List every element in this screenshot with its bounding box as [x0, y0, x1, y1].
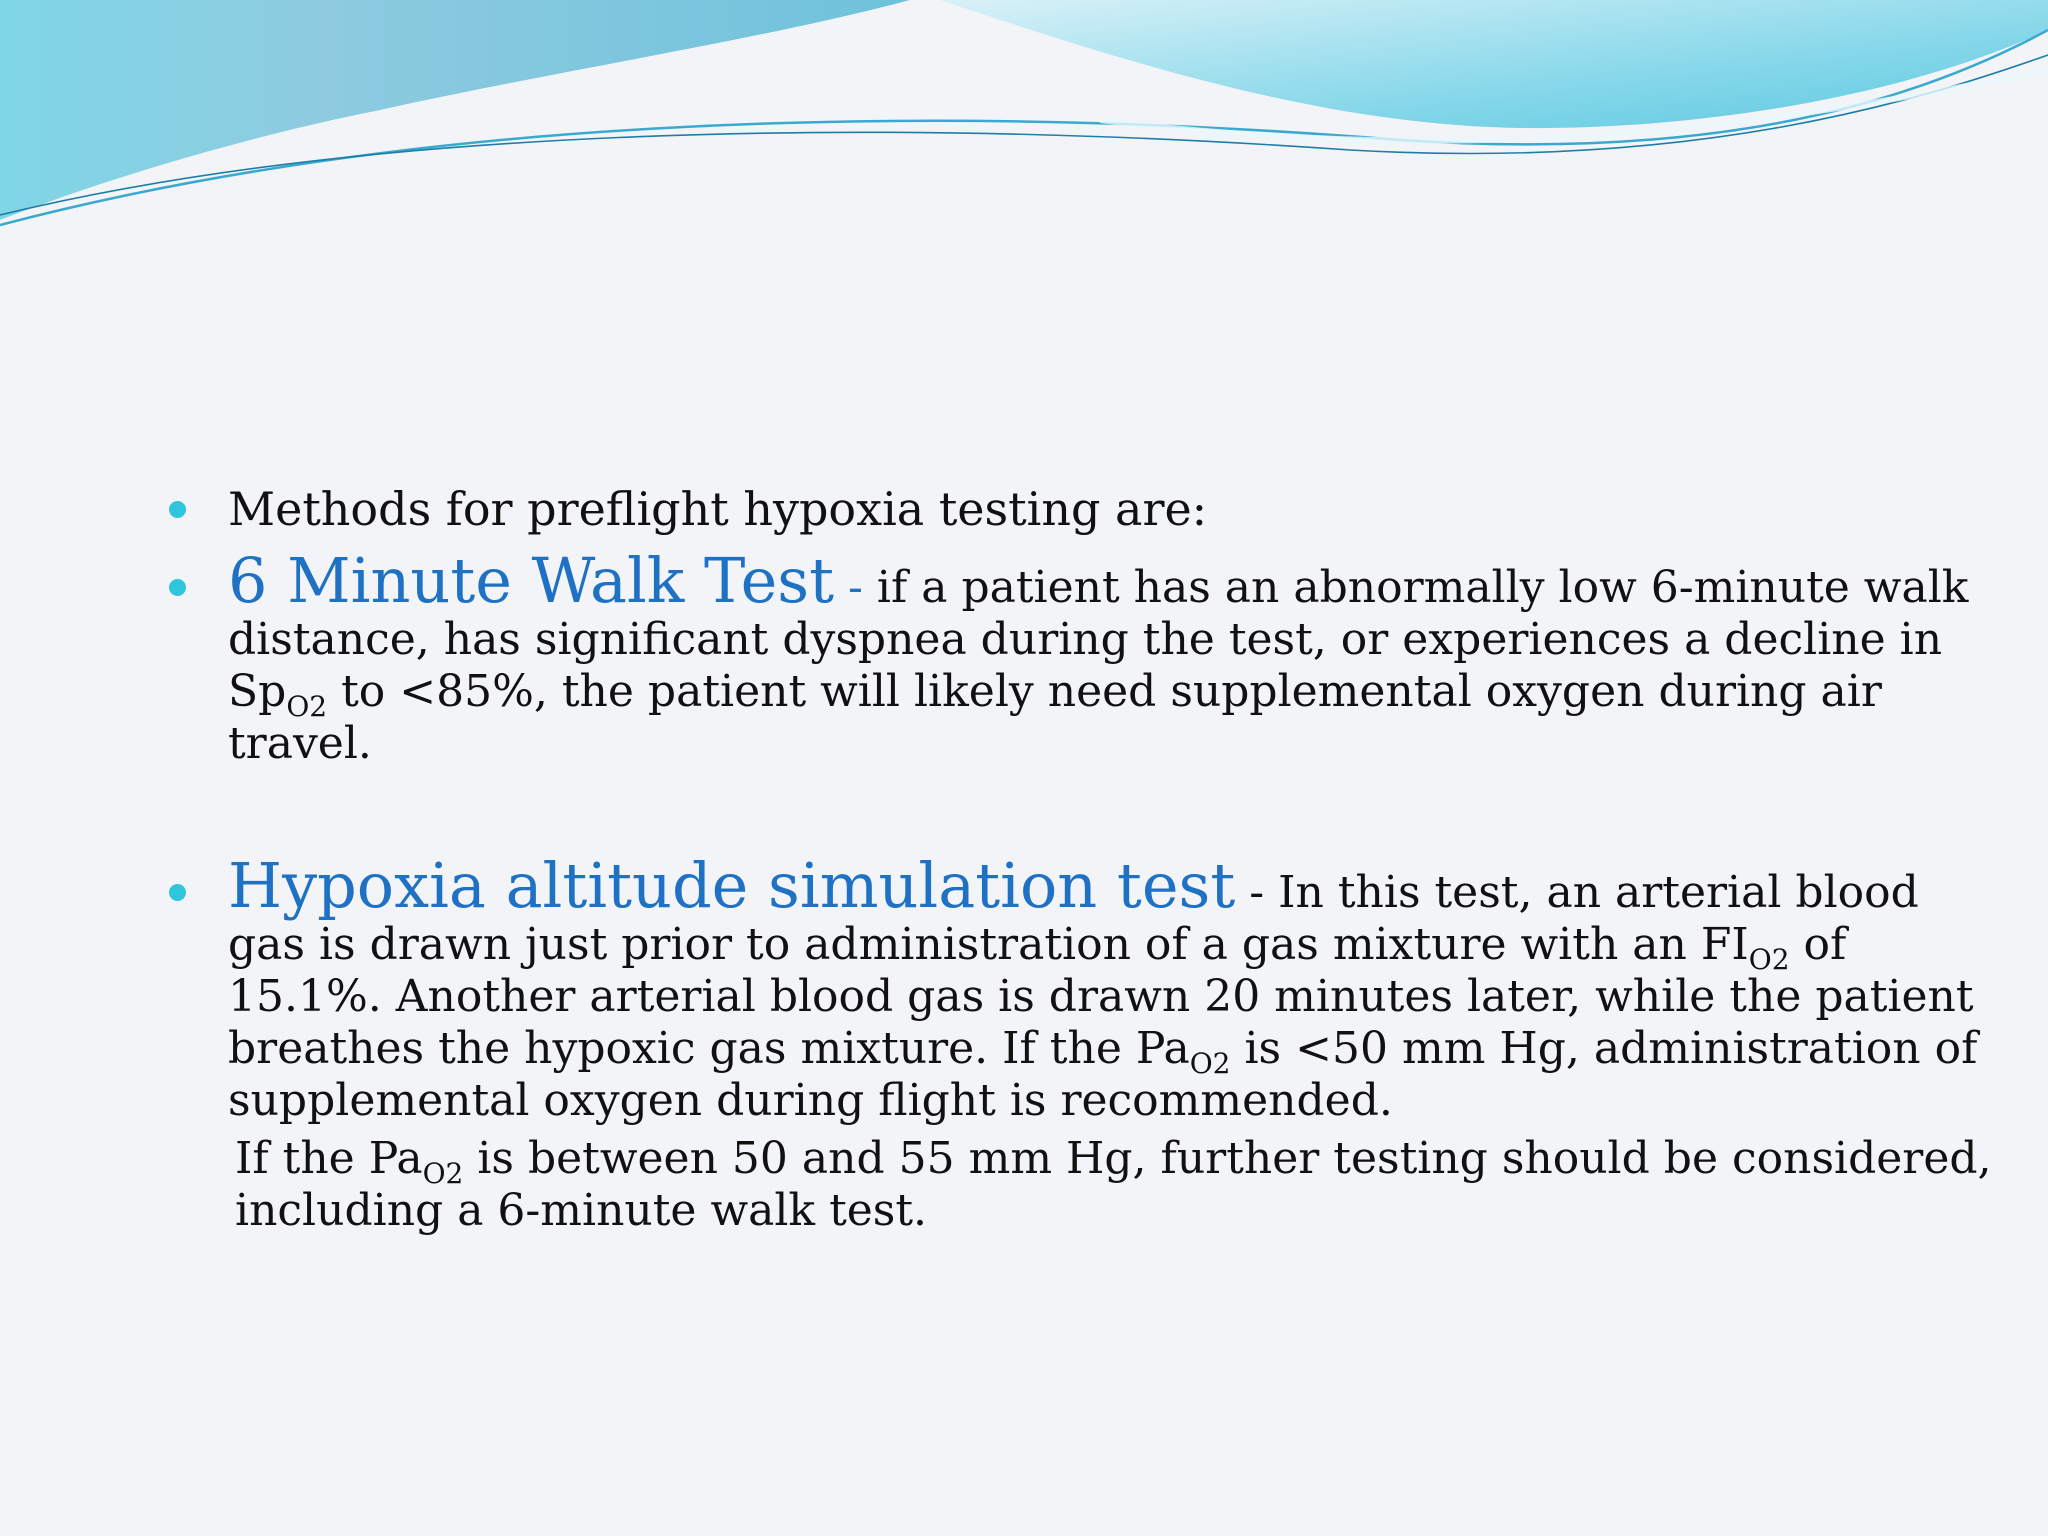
hast-text-a: In this test, an arterial blood gas is drawn just prior to administration of a gas mixture with an FI	[228, 867, 1919, 970]
bullet-dot-icon	[169, 884, 186, 901]
intro-text: Methods for preflight hypoxia testing are:	[228, 482, 1208, 536]
hast-dash: -	[1249, 867, 1265, 918]
header-wave-decoration	[0, 0, 2048, 240]
walk-test-text-b: to <85%, the patient will likely need supplemental oxygen during air travel.	[228, 666, 1882, 769]
hast-para-subscript: O2	[422, 1157, 464, 1190]
hast-text-b: of 15.1%. Another arterial blood gas is drawn 20 minutes later, while the patient breathes the hypoxic gas mixture. If the Pa	[228, 919, 1974, 1074]
walk-test-subscript: O2	[286, 690, 328, 723]
hast-subscript-pao2: O2	[1189, 1047, 1231, 1080]
hast-para-text-b: is between 50 and 55 mm Hg, further testing should be considered, including a 6-minute walk test.	[235, 1133, 1992, 1236]
hast-followup-paragraph	[228, 1133, 1995, 1237]
bullet-hypoxia-altitude-simulation-test	[165, 849, 1995, 1237]
walk-test-text-a: if a patient has an abnormally low 6-minute walk distance, has significant dyspnea during the test, or experiences a decline in Sp	[228, 562, 1969, 717]
hast-subscript-fio2: O2	[1748, 943, 1790, 976]
bullet-dot-icon	[169, 579, 186, 596]
hast-text-c: is <50 mm Hg, administration of supplemental oxygen during flight is recommended.	[228, 1023, 1978, 1126]
bullet-list	[165, 478, 1995, 1237]
walk-test-heading: 6 Minute Walk Test	[228, 544, 835, 617]
bullet-intro	[165, 478, 1995, 540]
walk-test-dash: -	[848, 562, 863, 613]
bullet-dot-icon	[169, 501, 186, 518]
hast-para-text-a: If the Pa	[235, 1133, 423, 1184]
hast-heading: Hypoxia altitude simulation test	[228, 849, 1236, 922]
bullet-6-minute-walk-test	[165, 544, 1995, 770]
